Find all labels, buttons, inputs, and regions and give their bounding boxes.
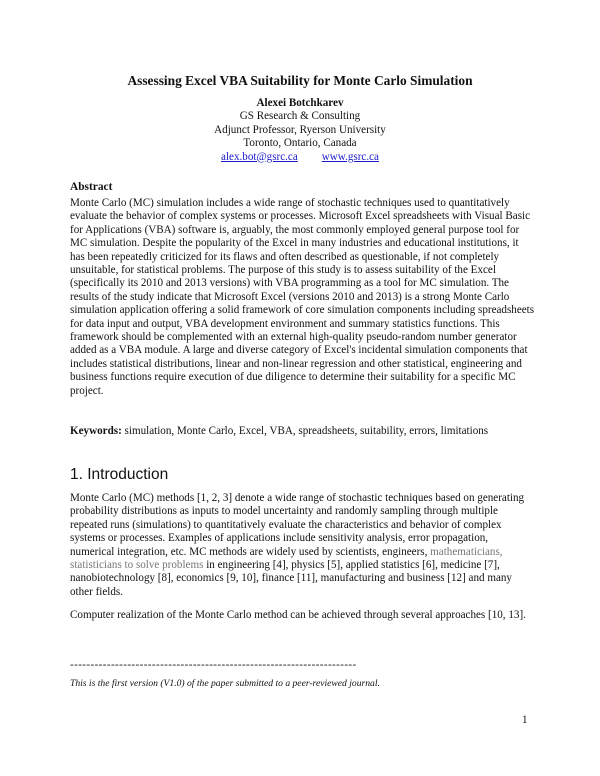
abstract-heading: Abstract bbox=[70, 181, 113, 193]
author-website-link[interactable]: www.gsrc.ca bbox=[321, 150, 379, 163]
keywords-label: Keywords: bbox=[70, 425, 122, 437]
intro-p1-gray-text: mathematicians, statisticians to solve problems bbox=[70, 545, 503, 572]
keywords-text: simulation, Monte Carlo, Excel, VBA, spreadsheets, suitability, errors, limitations bbox=[121, 425, 489, 437]
section-heading-introduction: 1. Introduction bbox=[70, 466, 169, 483]
author-affiliation-2: Adjunct Professor, Ryerson University bbox=[214, 123, 386, 136]
footnote-separator: ---------------------------------------------------------------------- bbox=[70, 659, 357, 671]
page-number: 1 bbox=[522, 714, 528, 726]
paper-title: Assessing Excel VBA Suitability for Monte Carlo Simulation bbox=[127, 73, 473, 88]
intro-p1-text-b: in engineering [4], physics [5], applied statistics [6], medicine [7], nanobiotechnology [8], economics [9, 10], finance [11], manufacturing and business [12] and many other fields. bbox=[70, 559, 512, 598]
author-block bbox=[0, 97, 600, 164]
keywords bbox=[70, 425, 540, 438]
author-affiliation-1: GS Research & Consulting bbox=[239, 110, 361, 123]
footnote: This is the first version (V1.0) of the paper submitted to a peer-reviewed journal. bbox=[70, 678, 380, 689]
introduction-paragraph-1 bbox=[70, 492, 532, 599]
author-location: Toronto, Ontario, Canada bbox=[243, 137, 357, 150]
author-contacts bbox=[0, 151, 600, 164]
author-name: Alexei Botchkarev bbox=[256, 97, 344, 109]
introduction-paragraph-2: Computer realization of the Monte Carlo method can be achieved through several approaches [10, 13]. bbox=[70, 609, 526, 621]
abstract-text: Monte Carlo (MC) simulation includes a wide range of stochastic techniques used to quantitatively evaluate the behavior of complex systems or processes. Microsoft Excel spreadsheets with Visual Basic for Applications (VBA) software is, arguably, the most commonly employed general purpose tool for MC simulation. Despite the popularity of the Excel in many industries and educational institutions, it has been repeatedly criticized for its flaws and often described as questionable, if not completely unsuitable, for statistical problems. The purpose of this study is to assess suitability of the Excel (specifically its 2010 and 2013 versions) with VBA programming as a tool for MC simulation. The results of the study indicate that Microsoft Excel (versions 2010 and 2013) is a strong Monte Carlo simulation application offering a solid framework of core simulation components including spreadsheets for data input and output, VBA development environment and summary statistics functions. This framework should be complemented with an external high-quality pseudo-random number generator added as a VBA module. A large and diverse category of Excel's incidental simulation components that includes statistical distributions, linear and non-linear regression and other statistical, engineering and business functions require execution of due diligence to determine their suitability for a specific MC project. bbox=[70, 197, 535, 397]
intro-p1-text-a: Monte Carlo (MC) methods [1, 2, 3] denote a wide range of stochastic techniques based on generating probability distributions as inputs to model uncertainty and randomly sampling through multiple repeated runs (simulations) to quantitatively evaluate the characteristics and behavior of complex systems or processes. Examples of applications include sensitivity analysis, error propagation, numerical integration, etc. MC methods are widely used by scientists, engineers, bbox=[70, 492, 525, 558]
author-email-link[interactable]: alex.bot@gsrc.ca bbox=[221, 150, 298, 163]
